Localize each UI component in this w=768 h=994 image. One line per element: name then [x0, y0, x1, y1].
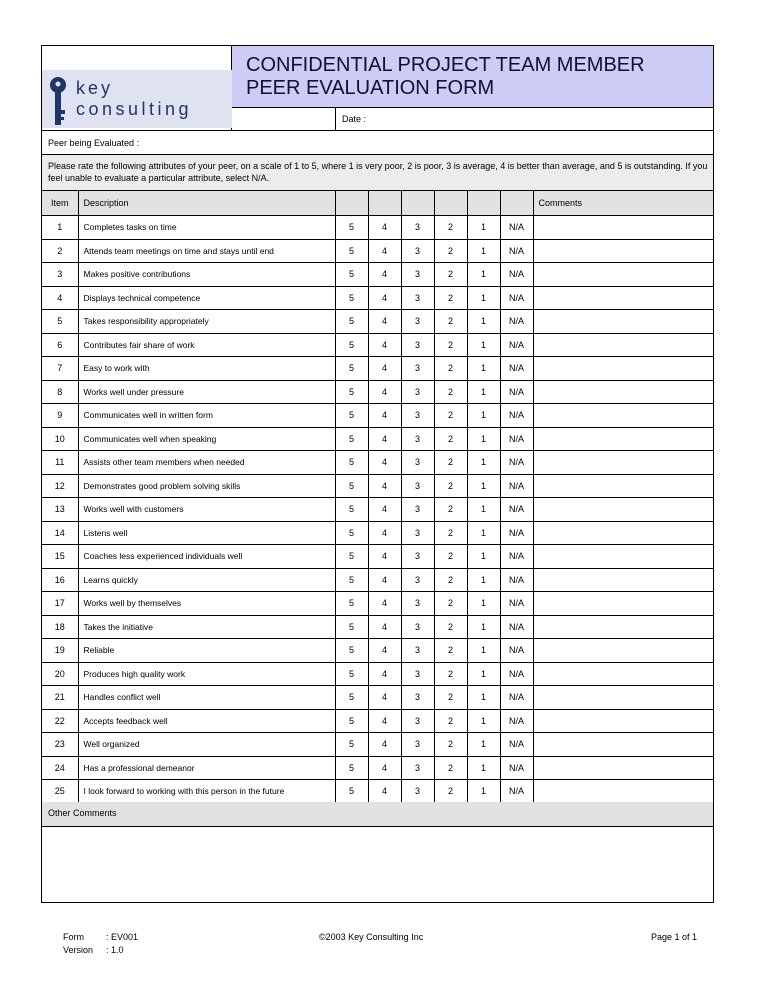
- header-rating-cell: [335, 191, 368, 216]
- rating-option[interactable]: 2: [434, 263, 467, 287]
- rating-option[interactable]: 1: [467, 474, 500, 498]
- rating-option[interactable]: 3: [401, 427, 434, 451]
- comments-cell[interactable]: [533, 662, 713, 686]
- table-row: [42, 310, 713, 334]
- row-description: I look forward to working with this person in the future: [78, 780, 335, 804]
- rating-option[interactable]: 1: [467, 568, 500, 592]
- table-row: [42, 709, 713, 733]
- row-item-number: 9: [42, 404, 78, 428]
- rating-option[interactable]: 5: [335, 686, 368, 710]
- table-row: [42, 521, 713, 545]
- header-rating-cell: [500, 191, 533, 216]
- evaluation-form: [41, 45, 714, 903]
- rating-option[interactable]: 3: [401, 709, 434, 733]
- row-item-number: 16: [42, 568, 78, 592]
- row-description: Well organized: [78, 733, 335, 757]
- row-description: Learns quickly: [78, 568, 335, 592]
- row-item-number: 15: [42, 545, 78, 569]
- row-description: Accepts feedback well: [78, 709, 335, 733]
- row-item-number: 25: [42, 780, 78, 804]
- rating-option[interactable]: N/A: [500, 474, 533, 498]
- logo-word-key: key: [76, 78, 114, 98]
- rating-option[interactable]: N/A: [500, 615, 533, 639]
- rating-option[interactable]: 4: [368, 709, 401, 733]
- rating-option[interactable]: 5: [335, 780, 368, 804]
- table-row: [42, 662, 713, 686]
- instructions-box: [42, 155, 713, 191]
- table-row: [42, 780, 713, 804]
- rating-option[interactable]: 3: [401, 239, 434, 263]
- rating-option[interactable]: 4: [368, 733, 401, 757]
- row-item-number: 24: [42, 756, 78, 780]
- rating-option[interactable]: 3: [401, 521, 434, 545]
- rating-option[interactable]: N/A: [500, 451, 533, 475]
- row-description: Takes the initiative: [78, 615, 335, 639]
- rating-option[interactable]: N/A: [500, 545, 533, 569]
- row-item-number: 13: [42, 498, 78, 522]
- rating-option[interactable]: 4: [368, 357, 401, 381]
- rating-option[interactable]: 2: [434, 780, 467, 804]
- rating-option[interactable]: N/A: [500, 568, 533, 592]
- rating-option[interactable]: 3: [401, 733, 434, 757]
- row-item-number: 1: [42, 216, 78, 240]
- comments-cell[interactable]: [533, 333, 713, 357]
- row-description: Works well by themselves: [78, 592, 335, 616]
- rating-option[interactable]: 5: [335, 451, 368, 475]
- table-row: [42, 427, 713, 451]
- row-description: Communicates well in written form: [78, 404, 335, 428]
- title-line-2: PEER EVALUATION FORM: [246, 77, 495, 99]
- row-item-number: 4: [42, 286, 78, 310]
- rating-option[interactable]: 4: [368, 451, 401, 475]
- date-divider: [335, 108, 336, 130]
- rating-option[interactable]: 1: [467, 216, 500, 240]
- rating-option[interactable]: 3: [401, 639, 434, 663]
- rating-option[interactable]: 3: [401, 474, 434, 498]
- rating-option[interactable]: 2: [434, 592, 467, 616]
- rating-option[interactable]: 1: [467, 639, 500, 663]
- table-row: [42, 404, 713, 428]
- rating-option[interactable]: 3: [401, 756, 434, 780]
- comments-cell[interactable]: [533, 615, 713, 639]
- row-item-number: 10: [42, 427, 78, 451]
- rating-option[interactable]: 2: [434, 662, 467, 686]
- comments-cell[interactable]: [533, 639, 713, 663]
- rating-option[interactable]: 4: [368, 686, 401, 710]
- rating-option[interactable]: 1: [467, 239, 500, 263]
- title-line-1: CONFIDENTIAL PROJECT TEAM MEMBER: [246, 54, 645, 76]
- row-description: Contributes fair share of work: [78, 333, 335, 357]
- footer-version-value: : 1.0: [106, 945, 124, 955]
- header-description: Description: [78, 191, 335, 216]
- rating-option[interactable]: 1: [467, 780, 500, 804]
- rating-option[interactable]: N/A: [500, 427, 533, 451]
- header-rating-cell: [434, 191, 467, 216]
- rating-option[interactable]: 3: [401, 568, 434, 592]
- rating-option[interactable]: 5: [335, 474, 368, 498]
- rating-option[interactable]: 4: [368, 404, 401, 428]
- footer-page-number: Page 1 of 1: [651, 932, 698, 942]
- rating-option[interactable]: 3: [401, 592, 434, 616]
- comments-cell[interactable]: [533, 286, 713, 310]
- rating-option[interactable]: 5: [335, 568, 368, 592]
- rating-option[interactable]: 4: [368, 756, 401, 780]
- row-item-number: 6: [42, 333, 78, 357]
- row-item-number: 18: [42, 615, 78, 639]
- row-description: Coaches less experienced individuals well: [78, 545, 335, 569]
- other-comments-label: Other Comments: [48, 808, 117, 818]
- rating-option[interactable]: N/A: [500, 310, 533, 334]
- comments-cell[interactable]: [533, 263, 713, 287]
- comments-cell[interactable]: [533, 521, 713, 545]
- comments-cell[interactable]: [533, 310, 713, 334]
- rating-option[interactable]: 3: [401, 263, 434, 287]
- rating-option[interactable]: 4: [368, 333, 401, 357]
- rating-option[interactable]: 2: [434, 545, 467, 569]
- rating-option[interactable]: 5: [335, 357, 368, 381]
- rating-option[interactable]: 2: [434, 286, 467, 310]
- rating-option[interactable]: 3: [401, 686, 434, 710]
- rating-option[interactable]: 5: [335, 545, 368, 569]
- rating-option[interactable]: 4: [368, 662, 401, 686]
- rating-option[interactable]: 5: [335, 216, 368, 240]
- row-item-number: 7: [42, 357, 78, 381]
- table-row: [42, 592, 713, 616]
- rating-option[interactable]: 4: [368, 639, 401, 663]
- rating-option[interactable]: 2: [434, 615, 467, 639]
- rating-option[interactable]: 2: [434, 521, 467, 545]
- table-header-row: [42, 191, 713, 216]
- rating-option[interactable]: 1: [467, 427, 500, 451]
- rating-option[interactable]: 2: [434, 709, 467, 733]
- table-row: [42, 639, 713, 663]
- rating-option[interactable]: 1: [467, 333, 500, 357]
- rating-option[interactable]: 3: [401, 780, 434, 804]
- row-description: Produces high quality work: [78, 662, 335, 686]
- rating-option[interactable]: 2: [434, 310, 467, 334]
- rating-option[interactable]: 3: [401, 333, 434, 357]
- row-item-number: 21: [42, 686, 78, 710]
- rating-option[interactable]: 2: [434, 498, 467, 522]
- rating-option[interactable]: 2: [434, 380, 467, 404]
- row-description: Attends team meetings on time and stays until end: [78, 239, 335, 263]
- rating-option[interactable]: 5: [335, 733, 368, 757]
- comments-cell[interactable]: [533, 592, 713, 616]
- row-item-number: 20: [42, 662, 78, 686]
- row-description: Has a professional demeanor: [78, 756, 335, 780]
- comments-cell[interactable]: [533, 709, 713, 733]
- rating-option[interactable]: 2: [434, 427, 467, 451]
- rating-option[interactable]: 4: [368, 592, 401, 616]
- rating-option[interactable]: 2: [434, 404, 467, 428]
- rating-option[interactable]: 3: [401, 404, 434, 428]
- rating-option[interactable]: 4: [368, 216, 401, 240]
- row-item-number: 19: [42, 639, 78, 663]
- rating-option[interactable]: N/A: [500, 404, 533, 428]
- header-rating-cell: [467, 191, 500, 216]
- rating-option[interactable]: 3: [401, 357, 434, 381]
- rating-option[interactable]: 1: [467, 709, 500, 733]
- rating-option[interactable]: 5: [335, 310, 368, 334]
- footer-copyright: ©2003 Key Consulting Inc: [319, 932, 424, 942]
- rating-option[interactable]: 1: [467, 592, 500, 616]
- table-row: [42, 357, 713, 381]
- rating-option[interactable]: 1: [467, 545, 500, 569]
- table-row: [42, 333, 713, 357]
- rating-option[interactable]: 4: [368, 239, 401, 263]
- evaluation-table: [42, 191, 713, 804]
- rating-option[interactable]: 5: [335, 239, 368, 263]
- row-item-number: 5: [42, 310, 78, 334]
- table-row: [42, 686, 713, 710]
- instructions-text: Please rate the following attributes of your peer, on a scale of 1 to 5, where 1 is very poor, 2 is poor, 3 is average, 4 is better than average, and 5 is outstanding. If you feel unable to evaluate a particular attribute, select N/A.: [48, 161, 708, 183]
- rating-option[interactable]: 1: [467, 404, 500, 428]
- rating-option[interactable]: 5: [335, 592, 368, 616]
- rating-option[interactable]: 2: [434, 568, 467, 592]
- row-description: Works well under pressure: [78, 380, 335, 404]
- row-item-number: 22: [42, 709, 78, 733]
- rating-option[interactable]: 5: [335, 615, 368, 639]
- rating-option[interactable]: 5: [335, 427, 368, 451]
- row-item-number: 8: [42, 380, 78, 404]
- table-row: [42, 239, 713, 263]
- rating-option[interactable]: N/A: [500, 709, 533, 733]
- rating-option[interactable]: N/A: [500, 498, 533, 522]
- rating-option[interactable]: 2: [434, 639, 467, 663]
- rating-option[interactable]: 1: [467, 357, 500, 381]
- rating-option[interactable]: 3: [401, 498, 434, 522]
- rating-option[interactable]: 4: [368, 474, 401, 498]
- rating-option[interactable]: 1: [467, 662, 500, 686]
- row-item-number: 14: [42, 521, 78, 545]
- rating-option[interactable]: 5: [335, 380, 368, 404]
- rating-option[interactable]: 2: [434, 216, 467, 240]
- row-item-number: 2: [42, 239, 78, 263]
- rating-option[interactable]: 5: [335, 333, 368, 357]
- header-item: Item: [42, 191, 78, 216]
- table-row: [42, 545, 713, 569]
- rating-option[interactable]: 2: [434, 733, 467, 757]
- rating-option[interactable]: N/A: [500, 639, 533, 663]
- rating-option[interactable]: 3: [401, 310, 434, 334]
- comments-cell[interactable]: [533, 733, 713, 757]
- rating-option[interactable]: N/A: [500, 592, 533, 616]
- other-comments-header: [42, 802, 713, 827]
- row-description: Completes tasks on time: [78, 216, 335, 240]
- row-description: Easy to work with: [78, 357, 335, 381]
- rating-option[interactable]: 1: [467, 380, 500, 404]
- row-description: Communicates well when speaking: [78, 427, 335, 451]
- rating-option[interactable]: N/A: [500, 756, 533, 780]
- rating-option[interactable]: N/A: [500, 216, 533, 240]
- rating-option[interactable]: N/A: [500, 286, 533, 310]
- table-row: [42, 286, 713, 310]
- rating-option[interactable]: 4: [368, 615, 401, 639]
- comments-cell[interactable]: [533, 780, 713, 804]
- footer-form-value: : EV001: [106, 932, 139, 942]
- rating-option[interactable]: 5: [335, 639, 368, 663]
- rating-option[interactable]: 5: [335, 404, 368, 428]
- rating-option[interactable]: 1: [467, 286, 500, 310]
- rating-option[interactable]: 4: [368, 380, 401, 404]
- rating-option[interactable]: N/A: [500, 357, 533, 381]
- rating-option[interactable]: 3: [401, 380, 434, 404]
- header-comments: Comments: [533, 191, 713, 216]
- row-description: Works well with customers: [78, 498, 335, 522]
- rating-option[interactable]: 4: [368, 545, 401, 569]
- rating-option[interactable]: N/A: [500, 333, 533, 357]
- rating-option[interactable]: 5: [335, 286, 368, 310]
- rating-option[interactable]: 4: [368, 263, 401, 287]
- table-row: [42, 263, 713, 287]
- rating-option[interactable]: 2: [434, 239, 467, 263]
- logo: [42, 46, 232, 130]
- rating-option[interactable]: 2: [434, 357, 467, 381]
- rating-option[interactable]: 5: [335, 263, 368, 287]
- key-icon: [49, 76, 67, 128]
- rating-option[interactable]: 4: [368, 498, 401, 522]
- comments-cell[interactable]: [533, 357, 713, 381]
- table-row: [42, 756, 713, 780]
- table-row: [42, 474, 713, 498]
- rating-option[interactable]: 1: [467, 733, 500, 757]
- date-label: Date :: [342, 114, 367, 124]
- rating-option[interactable]: 1: [467, 310, 500, 334]
- rating-option[interactable]: 2: [434, 474, 467, 498]
- footer-form-label: Form: [63, 932, 84, 942]
- rating-option[interactable]: 4: [368, 286, 401, 310]
- rating-option[interactable]: 5: [335, 709, 368, 733]
- comments-cell[interactable]: [533, 451, 713, 475]
- rating-option[interactable]: 4: [368, 780, 401, 804]
- row-item-number: 12: [42, 474, 78, 498]
- rating-option[interactable]: 3: [401, 545, 434, 569]
- rating-option[interactable]: 2: [434, 333, 467, 357]
- comments-cell[interactable]: [533, 216, 713, 240]
- rating-option[interactable]: 5: [335, 662, 368, 686]
- rating-option[interactable]: 5: [335, 498, 368, 522]
- rating-option[interactable]: 4: [368, 568, 401, 592]
- rating-option[interactable]: N/A: [500, 662, 533, 686]
- rating-option[interactable]: N/A: [500, 733, 533, 757]
- rating-option[interactable]: 1: [467, 263, 500, 287]
- comments-cell[interactable]: [533, 545, 713, 569]
- comments-cell[interactable]: [533, 474, 713, 498]
- rating-option[interactable]: 4: [368, 310, 401, 334]
- row-description: Handles conflict well: [78, 686, 335, 710]
- rating-option[interactable]: 1: [467, 756, 500, 780]
- table-row: [42, 216, 713, 240]
- comments-cell[interactable]: [533, 498, 713, 522]
- header-rating-cell: [368, 191, 401, 216]
- rating-option[interactable]: N/A: [500, 780, 533, 804]
- title-banner: [232, 46, 713, 108]
- row-description: Makes positive contributions: [78, 263, 335, 287]
- row-description: Reliable: [78, 639, 335, 663]
- header-rating-cell: [401, 191, 434, 216]
- rating-option[interactable]: 3: [401, 216, 434, 240]
- row-item-number: 17: [42, 592, 78, 616]
- rating-option[interactable]: 3: [401, 451, 434, 475]
- row-item-number: 11: [42, 451, 78, 475]
- comments-cell[interactable]: [533, 404, 713, 428]
- row-item-number: 3: [42, 263, 78, 287]
- comments-cell[interactable]: [533, 380, 713, 404]
- rating-option[interactable]: N/A: [500, 263, 533, 287]
- rating-option[interactable]: 2: [434, 451, 467, 475]
- table-row: [42, 380, 713, 404]
- peer-label: Peer being Evaluated :: [48, 138, 140, 148]
- rating-option[interactable]: 1: [467, 615, 500, 639]
- row-description: Demonstrates good problem solving skills: [78, 474, 335, 498]
- table-row: [42, 498, 713, 522]
- comments-cell[interactable]: [533, 686, 713, 710]
- comments-cell[interactable]: [533, 568, 713, 592]
- rating-option[interactable]: 3: [401, 286, 434, 310]
- header-divider: [42, 130, 713, 131]
- rating-option[interactable]: 1: [467, 498, 500, 522]
- rating-option[interactable]: 5: [335, 521, 368, 545]
- table-row: [42, 733, 713, 757]
- comments-cell[interactable]: [533, 756, 713, 780]
- rating-option[interactable]: 3: [401, 662, 434, 686]
- rating-option[interactable]: 1: [467, 686, 500, 710]
- rating-option[interactable]: N/A: [500, 380, 533, 404]
- rating-option[interactable]: 3: [401, 615, 434, 639]
- rating-option[interactable]: 4: [368, 521, 401, 545]
- rating-option[interactable]: 4: [368, 427, 401, 451]
- rating-option[interactable]: 1: [467, 451, 500, 475]
- rating-option[interactable]: 1: [467, 521, 500, 545]
- rating-option[interactable]: N/A: [500, 521, 533, 545]
- row-description: Takes responsibility appropriately: [78, 310, 335, 334]
- row-item-number: 23: [42, 733, 78, 757]
- comments-cell[interactable]: [533, 239, 713, 263]
- table-row: [42, 568, 713, 592]
- table-row: [42, 451, 713, 475]
- comments-cell[interactable]: [533, 427, 713, 451]
- rating-option[interactable]: 2: [434, 686, 467, 710]
- row-description: Assists other team members when needed: [78, 451, 335, 475]
- footer-version-label: Version: [63, 945, 94, 955]
- table-row: [42, 615, 713, 639]
- row-description: Displays technical competence: [78, 286, 335, 310]
- row-description: Listens well: [78, 521, 335, 545]
- rating-option[interactable]: 5: [335, 756, 368, 780]
- logo-word-consulting: consulting: [76, 99, 193, 119]
- rating-option[interactable]: N/A: [500, 686, 533, 710]
- rating-option[interactable]: N/A: [500, 239, 533, 263]
- rating-option[interactable]: 2: [434, 756, 467, 780]
